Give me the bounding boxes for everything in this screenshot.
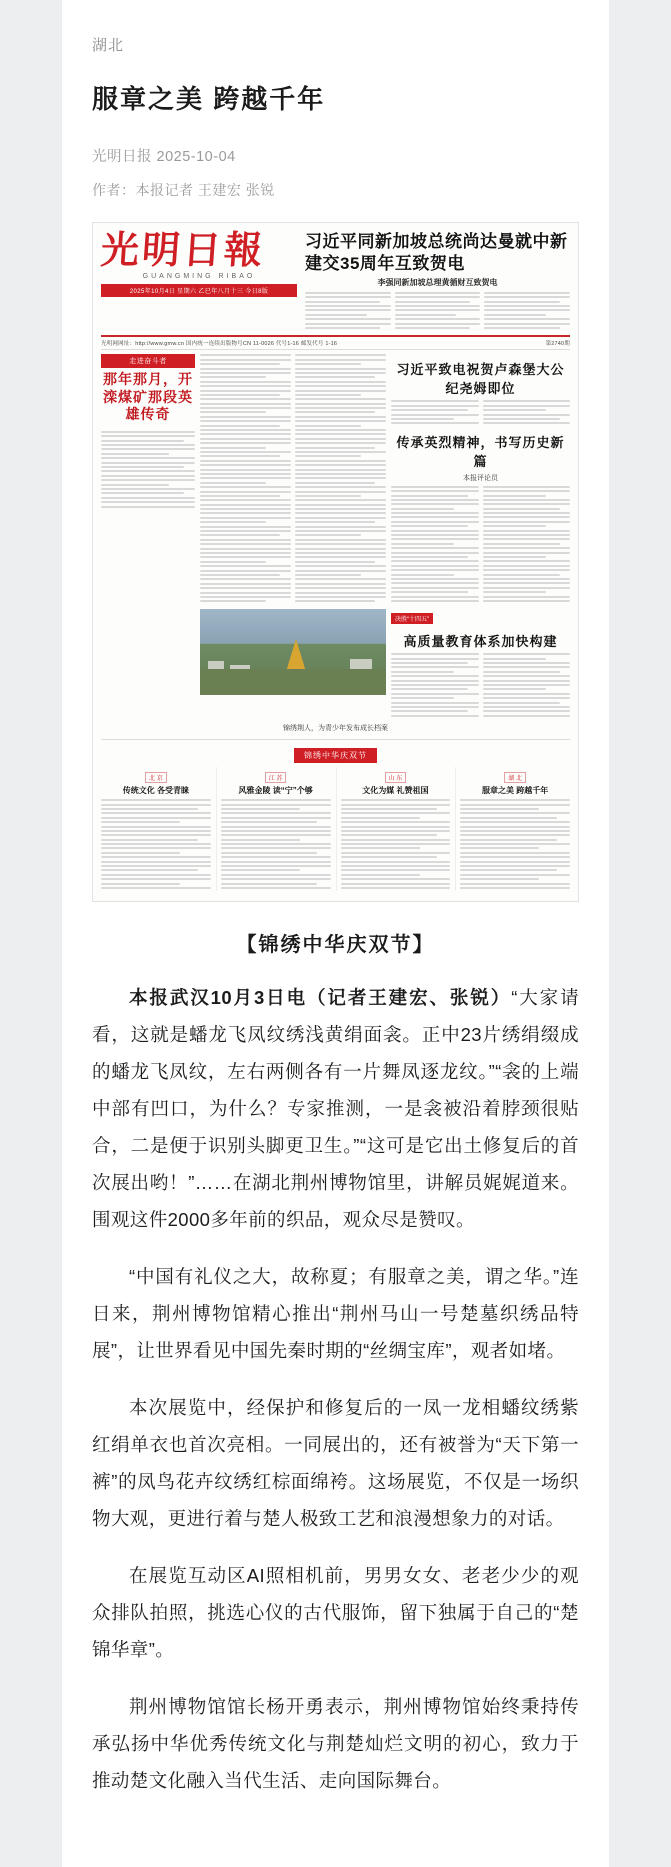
newspaper-bottom-column-tag: 湖 北 <box>504 772 526 783</box>
newspaper-bottom-column <box>101 767 211 891</box>
newspaper-photo <box>200 609 386 695</box>
article-card <box>62 0 609 1867</box>
newspaper-photo-caption: 锦绣荆人，为青少年发布成长档案 <box>283 725 388 733</box>
newspaper-bottom-column-title: 文化为媒 礼赞祖国 <box>362 786 429 796</box>
newspaper-left-tag: 走进奋斗者 <box>101 354 195 368</box>
newspaper-date: 2025年10月4日 星期六 乙巳年八月十三 今日8版 <box>101 284 297 297</box>
newspaper-bottom-strip <box>101 739 570 891</box>
newspaper-lead-headline: 习近平同新加坡总统尚达曼就中新建交35周年互致贺电 <box>305 232 568 273</box>
newspaper-logo: 光明日報 <box>99 227 267 273</box>
newspaper-bottom-column <box>455 767 570 891</box>
article-source: 光明日报 2025-10-04 <box>92 149 236 166</box>
newspaper-headline-4: 高质量教育体系加快构建 <box>403 634 558 650</box>
newspaper-column-middle <box>200 354 386 719</box>
newspaper-headline-4-tag: 决胜“十四五” <box>391 613 433 624</box>
newspaper-lead-headline-box <box>297 231 570 331</box>
newspaper-headline-3: 传承英烈精神，书写历史新篇 <box>396 434 565 469</box>
newspaper-bottom-column <box>336 767 451 891</box>
paragraph-text: “大家请看，这就是蟠龙飞凤纹绣浅黄绢面衾。正中23片绣绢缀成的蟠龙飞凤纹，左右两侧各有一片舞凤逐龙纹。”“衾的上端中部有凹口，为什么？专家推测，一是衾被沿着脖颈很贴合，二是便于识别头脚更卫生。”“这可是它出土修复后的首次展出哟！”……在湖北荆州博物馆里，讲解员娓娓道来。围观这件2000多年前的织品，观众尽是赞叹。 <box>92 987 579 1231</box>
newspaper-lead-col-2 <box>395 292 481 332</box>
newspaper-bottom-column-title: 风雅金陵 读“宁”个够 <box>238 786 313 796</box>
newspaper-front-page-image[interactable] <box>92 222 579 902</box>
newspaper-bottom-column-title: 服章之美 跨越千年 <box>482 786 549 796</box>
article-paragraph: 荆州博物馆馆长杨开勇表示，荆州博物馆始终秉持传承弘扬中华优秀传统文化与荆楚灿烂文明的初心，致力于推动楚文化融入当代生活、走向国际舞台。 <box>92 1696 579 1792</box>
newspaper-bottom-banner: 锦绣中华庆双节 <box>294 748 377 763</box>
newspaper-bottom-column <box>216 767 331 891</box>
dateline-lead: 本报武汉10月3日电（记者王建宏、张锐） <box>129 987 512 1009</box>
newspaper-bottom-column-tag: 山 东 <box>385 772 407 783</box>
newspaper-headline-3-sub: 本报评论员 <box>463 474 498 482</box>
newspaper-bottom-banner-box <box>101 745 570 763</box>
newspaper-url-right: 第2740期 <box>545 341 570 348</box>
article-section-title: 【锦绣中华庆双节】 <box>236 934 435 957</box>
newspaper-headline-2: 习近平致电祝贺卢森堡大公纪尧姆即位 <box>396 362 565 397</box>
article-kicker: 湖北 <box>92 37 125 54</box>
newspaper-url-bar <box>101 337 570 350</box>
article-paragraph: 在展览互动区AI照相机前，男男女女、老老少少的观众排队拍照，挑选心仪的古代服饰，留下独属于自己的“楚锦华章”。 <box>92 1565 579 1661</box>
newspaper-lead-subhead: 李强同新加坡总理黄循财互致贺电 <box>377 277 498 287</box>
newspaper-logo-box <box>99 227 297 297</box>
newspaper-column-right <box>391 354 570 719</box>
newspaper-masthead <box>99 227 570 337</box>
newspaper-bottom-columns <box>101 767 570 891</box>
newspaper-body <box>101 354 570 719</box>
page-title: 服章之美 跨越千年 <box>92 84 326 114</box>
newspaper-column-left <box>101 354 195 719</box>
newspaper-bottom-column-tag: 江 苏 <box>265 772 287 783</box>
article-paragraph: 本次展览中，经保护和修复后的一凤一龙相蟠纹绣紫红绢单衣也首次亮相。一同展出的，还有被誉为“天下第一裤”的凤鸟花卉纹绣红棕面绵袴。这场展览，不仅是一场织物大观，更进行着与楚人极致工艺和浪漫想象力的对话。 <box>92 1397 579 1530</box>
newspaper-url-left: 光明网网址：http://www.gmw.cn 国内统一连续出版物号CN 11-0026 代号1-16 邮发代号 1-16 <box>101 341 338 348</box>
newspaper-vertical-feature: 那年那月，开滦煤矿那段英雄传奇 <box>103 372 193 424</box>
newspaper-bottom-column-tag: 北 京 <box>145 772 167 783</box>
article-byline: 作者：本报记者 王建宏 张锐 <box>92 182 275 199</box>
newspaper-lead-col-1 <box>305 292 391 332</box>
newspaper-lead-col-3 <box>484 292 570 332</box>
newspaper-bottom-column-title: 传统文化 各受青睐 <box>122 786 189 796</box>
article-paragraph <box>92 979 579 1238</box>
article-paragraph: “中国有礼仪之大，故称夏；有服章之美，谓之华。”连日来，荆州博物馆精心推出“荆州马山一号楚墓织绣品特展”，让世界看见中国先秦时期的“丝绸宝库”，观者如堵。 <box>92 1266 579 1362</box>
newspaper-logo-pinyin: GUANGMING RIBAO <box>142 273 256 281</box>
